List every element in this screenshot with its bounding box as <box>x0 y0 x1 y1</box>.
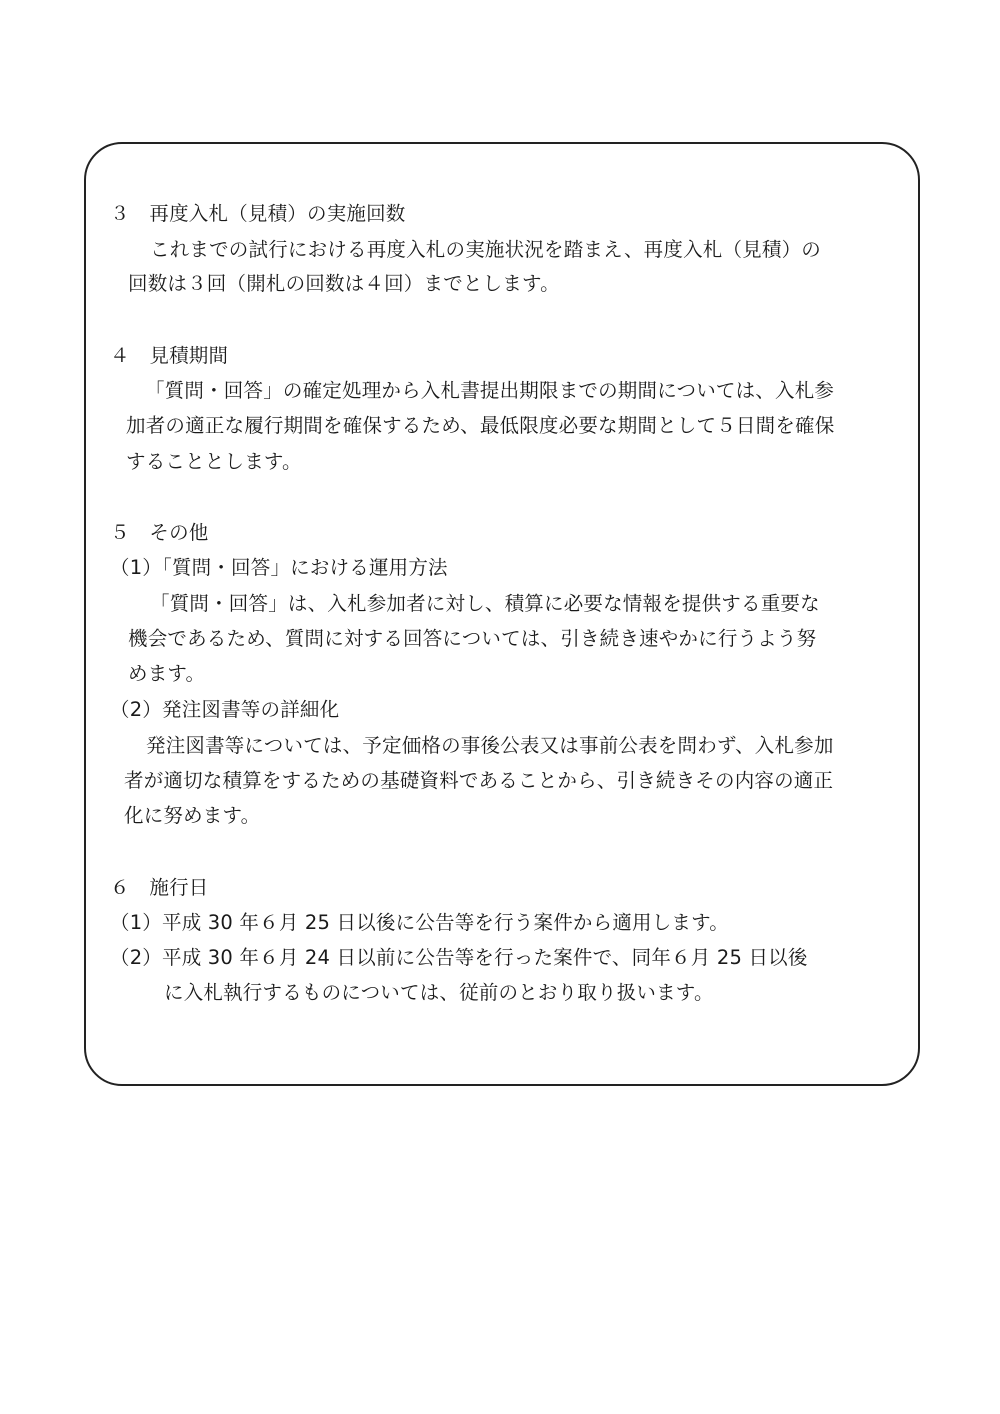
section-5-2-body-line-2: 者が適切な積算をするための基礎資料であることから、引き続きその内容の適正 <box>124 769 834 792</box>
section-6-item-1: （1）平成 30 年６月 25 日以後に公告等を行う案件から適用します。 <box>110 911 729 934</box>
section-5-1-body-line-3: めます。 <box>128 662 206 685</box>
section-4-body-line-1: 「質問・回答」の確定処理から入札書提出期限までの期間については、入札参 <box>145 379 835 402</box>
section-3-body-line-2: 回数は３回（開札の回数は４回）までとします。 <box>128 272 560 295</box>
section-4-body-line-3: することとします。 <box>126 450 302 473</box>
section-4-heading: ４ 見積期間 <box>110 344 229 367</box>
section-6-item-2-continued: に入札執行するものについては、従前のとおり取り扱います。 <box>164 981 714 1004</box>
section-6-heading: ６ 施行日 <box>110 876 209 899</box>
section-5-1-body-line-2: 機会であるため、質問に対する回答については、引き続き速やかに行うよう努 <box>128 627 817 650</box>
section-3-body-line-1: これまでの試行における再度入札の実施状況を踏まえ、再度入札（見積）の <box>150 238 821 261</box>
section-5-2-body-line-1: 発注図書等については、予定価格の事後公表又は事前公表を問わず、入札参加 <box>146 734 834 757</box>
section-5-heading: ５ その他 <box>110 521 209 544</box>
section-3-heading: ３ 再度入札（見積）の実施回数 <box>110 202 406 225</box>
section-5-1-heading: （1）「質問・回答」における運用方法 <box>110 556 448 579</box>
section-6-item-2: （2）平成 30 年６月 24 日以前に公告等を行った案件で、同年６月 25 日以後 <box>110 946 808 969</box>
section-5-1-body-line-1: 「質問・回答」は、入札参加者に対し、積算に必要な情報を提供する重要な <box>150 592 820 615</box>
section-5-2-heading: （2）発注図書等の詳細化 <box>110 698 340 721</box>
section-5-2-body-line-3: 化に努めます。 <box>124 804 261 827</box>
section-4-body-line-2: 加者の適正な履行期間を確保するため、最低限度必要な期間として５日間を確保 <box>126 414 835 437</box>
